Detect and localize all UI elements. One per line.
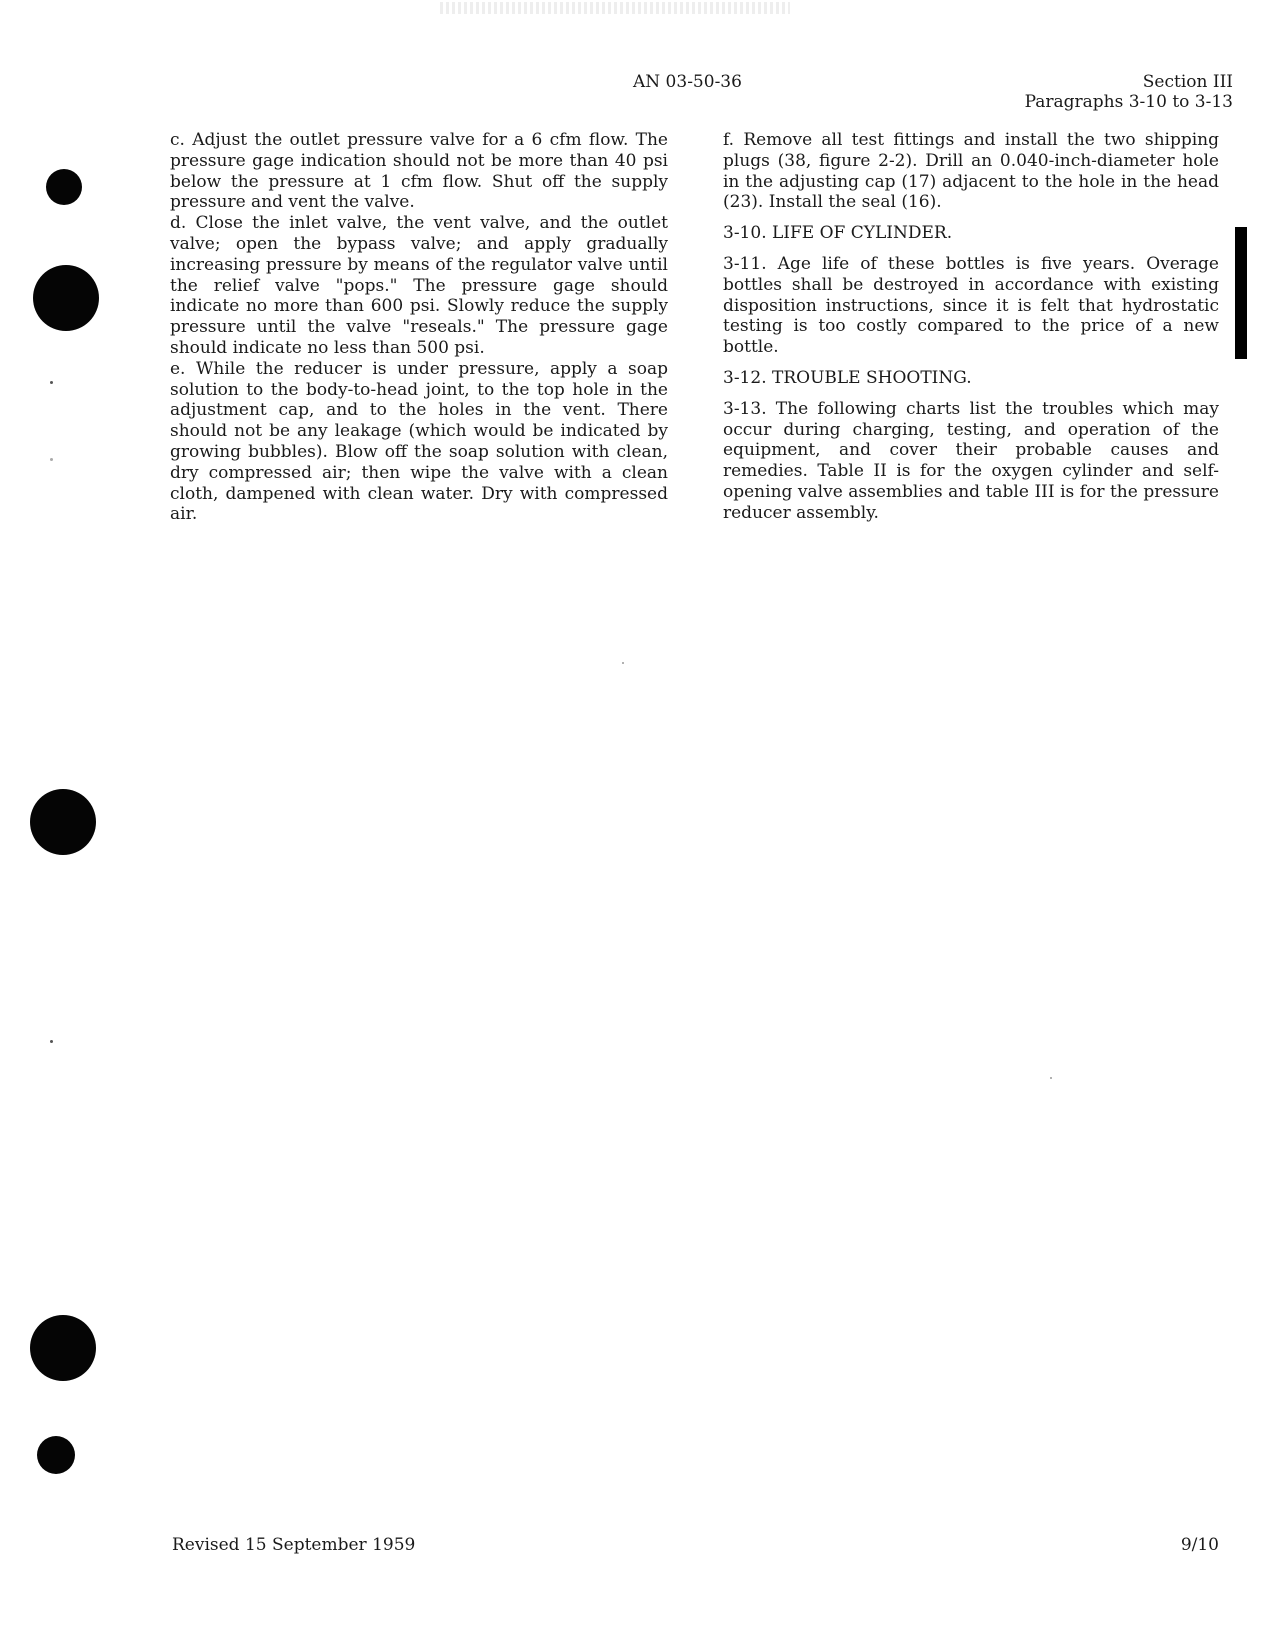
punch-hole: [30, 1315, 96, 1381]
left-column: [170, 130, 668, 525]
paragraph-3-11: 3-11. Age life of these bottles is five years. Overage bottles shall be destroyed in accordance with existing disposition instructions, since it is felt that hydrostatic testing is too costly compared to the price of a new bottle.: [723, 253, 1219, 358]
document-number: AN 03-50-36: [633, 72, 742, 92]
heading-trouble-shooting: 3-12. TROUBLE SHOOTING.: [723, 367, 972, 388]
paragraph-f: f. Remove all test fittings and install the two shipping plugs (38, figure 2-2). Drill an 0.040-inch-diameter hole in the adjusting cap (17) adjacent to the hole in the head (23). Install the seal (16).: [723, 130, 1219, 213]
punch-hole: [33, 265, 99, 331]
paragraph-3-13: 3-13. The following charts list the troubles which may occur during charging, testing, and operation of the equipment, and cover their probable causes and remedies. Table II is for the oxygen cylinder and self-opening valve assemblies and table III is for the pressure reducer assembly.: [723, 398, 1219, 523]
paragraph-c: c. Adjust the outlet pressure valve for a 6 cfm flow. The pressure gage indication should not be more than 40 psi below the pressure at 1 cfm flow. Shut off the supply pressure and vent the valve.: [170, 130, 668, 213]
paragraph-d: d. Close the inlet valve, the vent valve, and the outlet valve; open the bypass valve; and apply gradually increasing pressure by means of the regulator valve until the relief valve "pops." The pressure gage should indicate no more than 600 psi. Slowly reduce the supply pressure until the valve "reseals." The pressure gage should indicate no less than 500 psi.: [170, 213, 668, 358]
scan-speck: [50, 381, 53, 384]
punch-hole: [37, 1436, 75, 1474]
scan-speck: [50, 1040, 53, 1043]
heading-life-of-cylinder: 3-10. LIFE OF CYLINDER.: [723, 223, 953, 244]
right-column: [723, 130, 1219, 524]
section-label: Section III: [1142, 72, 1233, 92]
scan-speck: [622, 662, 624, 664]
section-reference: [1025, 72, 1233, 112]
paragraphs-label: Paragraphs 3-10 to 3-13: [1024, 92, 1233, 112]
revision-change-bar: [1235, 227, 1247, 359]
paragraph-e: e. While the reducer is under pressure, apply a soap solution to the body-to-head joint, to the top hole in the adjustment cap, and to the holes in the vent. There should not be any leakage (which would be indicated by growing bubbles). Blow off the soap solution with clean, dry compressed air; then wipe the valve with a clean cloth, dampened with clean water. Dry with compressed air.: [170, 358, 668, 525]
scan-speck: [1050, 1077, 1052, 1079]
page-number: 9/10: [1180, 1535, 1219, 1555]
punch-hole: [46, 169, 82, 205]
scan-artifact: [440, 2, 790, 14]
scan-speck: [50, 458, 53, 461]
punch-hole: [30, 789, 96, 855]
revision-date: Revised 15 September 1959: [172, 1535, 416, 1555]
